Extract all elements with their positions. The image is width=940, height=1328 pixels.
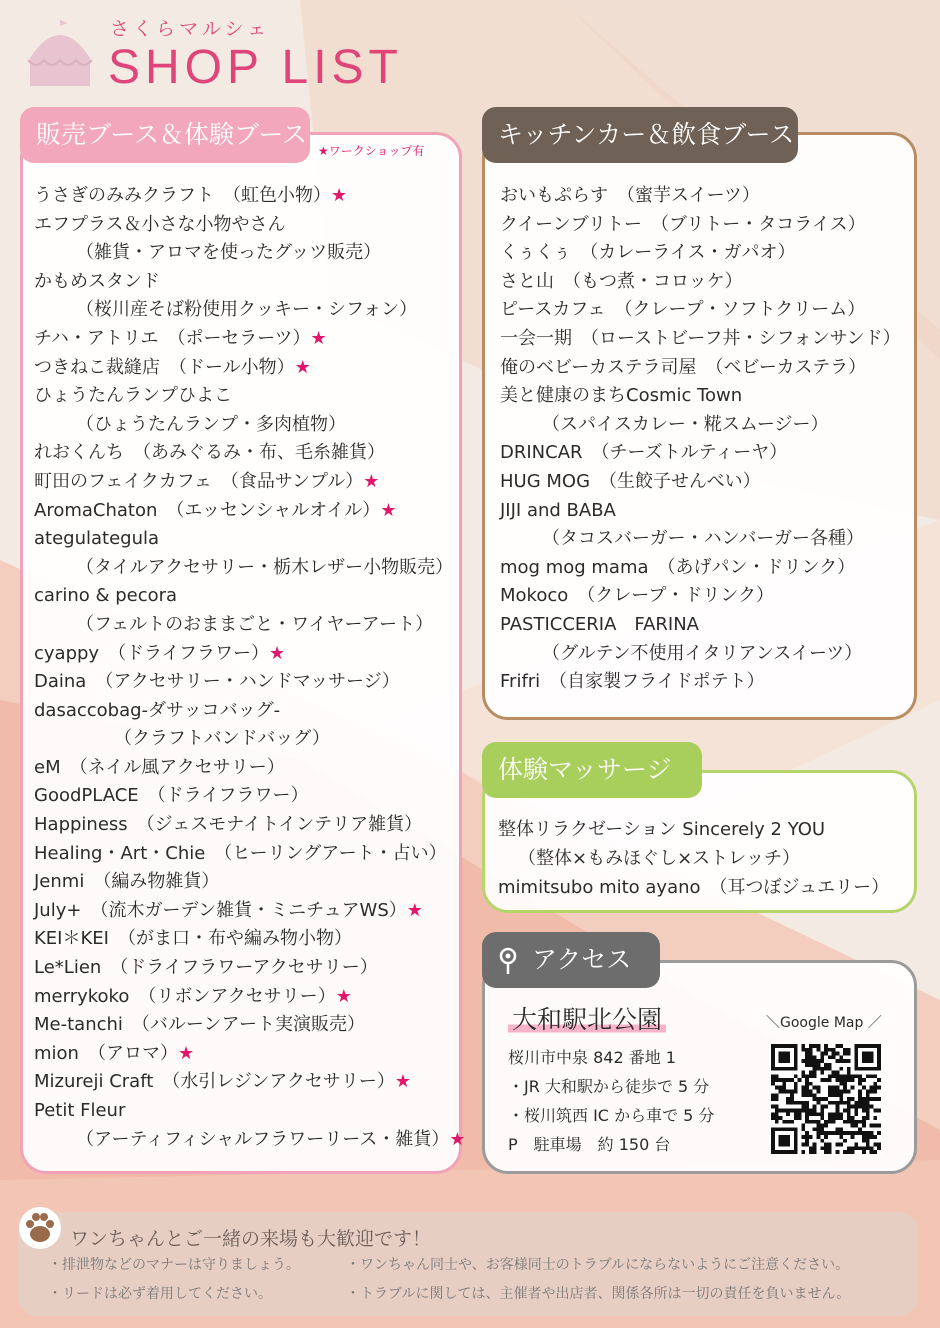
shop-list-item-text: Happiness （ジェスモナイトインテリア雑貨） [34,814,423,836]
workshop-star-icon: ★ [294,356,311,378]
location-pin-icon [498,947,518,975]
paw-icon [18,1206,62,1250]
shop-list-item-text: KEI＊KEI （がま口・布や編み物小物） [34,928,352,950]
kitchen-list-item [500,525,901,554]
kitchen-list-item-text: ピースカフェ （クレープ・ソフトクリーム） [500,299,866,321]
shop-list-item-text: Healing・Art・Chie （ヒーリングアート・占い） [34,842,447,864]
kitchen-list-item-text: くぅくぅ （カレーライス・ガパオ） [500,242,796,264]
kitchen-list-item [500,296,901,325]
kitchen-list-item-text: （グルテン不使用イタリアンスイーツ） [542,642,863,664]
shop-list-item [34,611,465,640]
shop-list-item [34,211,465,240]
shop-list-item-text: cyappy （ドライフラワー） [34,642,270,664]
kitchen-list-item [500,497,901,526]
shop-list-item [34,983,465,1012]
massage-section-heading: 体験マッサージ [482,742,702,798]
shop-list [34,182,465,1154]
kitchen-list-item-text: 美と健康のまちCosmic Town [500,385,743,407]
access-detail-line: 桜川市中泉 842 番地 1 [508,1048,676,1067]
access-section-heading [482,932,660,988]
workshop-star-icon: ★ [394,1071,411,1093]
shop-list-item-text: merrykoko （リボンアクセサリー） [34,985,336,1007]
shop-list-item [34,582,465,611]
shop-list-item-text: eM （ネイル風アクセサリー） [34,756,285,778]
kitchen-list-item-text: JIJI and BABA [500,499,616,521]
kitchen-list-item [500,239,901,268]
kitchen-list-item-text: Mokoco （クレープ・ドリンク） [500,585,774,607]
access-heading-text: アクセス [532,945,632,974]
qr-code-icon[interactable] [770,1044,882,1154]
kitchen-section-heading: キッチンカー＆飲食ブース [482,107,798,163]
shop-list-item [34,1011,465,1040]
shop-list-item [34,182,465,211]
venue-name: 大和駅北公園 [508,1000,666,1036]
access-detail-line: ・JR 大和駅から徒歩で 5 分 [508,1077,710,1096]
shop-list-item [34,897,465,926]
shop-list-item-text: carino & pecora [34,585,178,607]
kitchen-list [500,182,901,697]
kitchen-list-item-text: HUG MOG （生餃子せんべい） [500,470,761,492]
massage-list-item [498,815,889,844]
shop-list-item-text: Le*Lien （ドライフラワーアクセサリー） [34,957,378,979]
dog-note-4: ・トラブルに関しては、主催者や出店者、関係各所は一切の責任を負いません。 [346,1286,851,1302]
kitchen-list-item [500,582,901,611]
shop-list-item [34,268,465,297]
shop-section-heading: 販売ブース＆体験ブース [20,107,310,163]
marche-tent-icon [22,18,98,90]
shop-list-item [34,782,465,811]
shop-list-item [34,1126,465,1155]
shop-list-item [34,640,465,669]
kitchen-list-item [500,382,901,411]
massage-list-item-text: （整体×もみほぐし×ストレッチ） [518,848,800,869]
shop-list-item-text: （ひょうたんランプ・多肉植物） [76,413,346,435]
shop-list-item [34,497,465,526]
access-detail-line: P 駐車場 約 150 台 [508,1135,671,1154]
shop-list-item-text: Daina （アクセサリー・ハンドマッサージ） [34,671,400,693]
kitchen-list-item [500,668,901,697]
event-subtitle: さくらマルシェ [110,18,271,40]
shop-list-item [34,668,465,697]
shop-list-item-text: dasaccobag-ダサッコバッグ- [34,699,281,721]
shop-list-item-text: July+ （流木ガーデン雑貨・ミニチュアWS） [34,899,407,921]
massage-list-item [498,844,889,873]
workshop-star-icon: ★ [177,1042,195,1064]
shop-list-item [34,554,465,583]
shop-list-item [34,954,465,983]
shop-list-item-text: AromaChaton （エッセンシャルオイル） [34,499,381,521]
dog-notice-title: ワンちゃんとご一緒の来場も大歓迎です！ [70,1228,432,1250]
shop-list-item [34,1068,465,1097]
shop-list-item-text: （タイルアクセサリー・栃木レザー小物販売） [76,556,454,578]
shop-list-item-text: チハ・アトリエ （ポーセラーツ） [34,327,311,349]
kitchen-list-item [500,611,901,640]
shop-list-item [34,525,465,554]
access-detail-line: ・桜川筑西 IC から車で 5 分 [508,1106,715,1125]
shop-list-item [34,239,465,268]
kitchen-list-item [500,468,901,497]
kitchen-list-item-text: さと山 （もつ煮・コロッケ） [500,270,743,292]
shop-list-item [34,296,465,325]
kitchen-list-item-text: 俺のベビーカステラ司屋 （ベビーカステラ） [500,356,867,378]
workshop-star-icon: ★ [335,985,352,1007]
shop-list-item [34,354,465,383]
shop-list-item-text: （桜川産そば粉使用クッキー・シフォン） [76,299,418,321]
shop-list-item [34,725,465,754]
shop-list-item-text: （雑貨・アロマを使ったグッツ販売） [76,242,382,264]
shop-list-item-text: かもめスタンド [34,270,160,292]
shop-list-item-text: れおくんち （あみぐるみ・布、毛糸雑貨） [34,442,385,464]
kitchen-list-item [500,640,901,669]
shop-list-item-text: うさぎのみみクラフト （虹色小物） [34,185,331,206]
dog-note-1: ・排泄物などのマナーは守りましょう。 [48,1257,300,1273]
dog-note-3: ・ワンちゃん同士や、お客様同士のトラブルにならないようにご注意ください。 [346,1257,850,1273]
kitchen-list-item-text: クイーンブリトー （ブリトー・タコライス） [500,213,866,235]
shop-list-item-text: （クラフトバンドバッグ） [114,728,330,750]
workshop-star-icon: ★ [363,470,380,492]
shop-list-item [34,382,465,411]
shop-list-item [34,1097,465,1126]
shop-list-item-text: エフプラス＆小さな小物やさん [34,213,286,235]
shop-list-item [34,840,465,869]
shop-list-item-text: GoodPLACE （ドライフラワー） [34,785,309,807]
workshop-legend: ★ワークショップ有 [318,144,425,158]
massage-list-item [498,873,889,902]
kitchen-list-item-text: （タコスバーガー・ハンバーガー各種） [542,528,865,550]
kitchen-list-item-text: PASTICCERIA FARINA [500,613,699,635]
kitchen-list-item-text: DRINCAR （チーズトルティーヤ） [500,442,788,464]
shop-list-item-text: （アーティフィシャルフラワーリース・雑貨） [76,1128,450,1150]
shop-list-item-text: Petit Fleur [34,1100,126,1121]
shop-list-item [34,411,465,440]
kitchen-list-item [500,182,901,211]
shop-list-item [34,468,465,497]
kitchen-list-item [500,411,901,440]
workshop-star-icon: ★ [406,899,423,921]
shop-list-item-text: Mizureji Craft （水引レジンアクセサリー） [34,1071,395,1093]
shop-list-item [34,697,465,726]
kitchen-list-item-text: Frifri （自家製フライドポテト） [500,671,765,693]
kitchen-list-item-text: おいもぷらす （蜜芋スイーツ） [500,185,760,206]
shop-list-item-text: （フェルトのおままごと・ワイヤーアート） [76,613,434,635]
shop-list-item-text: つきねこ裁縫店 （ドール小物） [34,356,295,378]
massage-list [498,815,889,902]
kitchen-list-item [500,354,901,383]
shop-list-item-text: 町田のフェイクカフェ （食品サンプル） [34,470,364,492]
shop-list-item [34,1040,465,1069]
shop-list-item-text: ひょうたんランプひよこ [34,385,232,407]
dog-note-2: ・リードは必ず着用してください。 [48,1286,272,1302]
shop-list-item [34,439,465,468]
kitchen-list-item [500,268,901,297]
kitchen-list-item [500,439,901,468]
shop-list-item-text: Jenmi （編み物雑貨） [34,871,220,893]
massage-list-item-text: mimitsubo mito ayano （耳つぼジュエリー） [498,877,890,898]
shop-list-item-text: mion （アロマ） [34,1042,178,1064]
shop-list-item [34,925,465,954]
kitchen-list-item [500,211,901,240]
access-details [508,1043,714,1159]
shop-list-item-text: ategulategula [34,528,160,550]
kitchen-list-item [500,554,901,583]
kitchen-list-item-text: mog mog mama （あげパン・ドリンク） [500,556,856,578]
shop-list-item [34,325,465,354]
workshop-star-icon: ★ [269,642,286,664]
kitchen-list-item [500,325,901,354]
shop-list-item-text: Me-tanchi （バルーンアート実演販売） [34,1014,365,1036]
kitchen-list-item-text: （スパイスカレー・糀スムージー） [542,413,829,435]
google-map-label: ＼Google Map ／ [766,1015,882,1031]
workshop-star-icon: ★ [331,185,348,206]
shop-list-item [34,754,465,783]
page-title: SHOP LIST [108,41,403,94]
shop-list-item [34,868,465,897]
workshop-star-icon: ★ [380,499,397,521]
workshop-star-icon: ★ [310,327,327,349]
shop-list-item [34,811,465,840]
massage-list-item-text: 整体リラクゼーション Sincerely 2 YOU [498,819,826,840]
kitchen-list-item-text: 一会一期 （ローストビーフ丼・シフォンサンド） [500,327,901,349]
workshop-star-icon: ★ [449,1128,466,1150]
